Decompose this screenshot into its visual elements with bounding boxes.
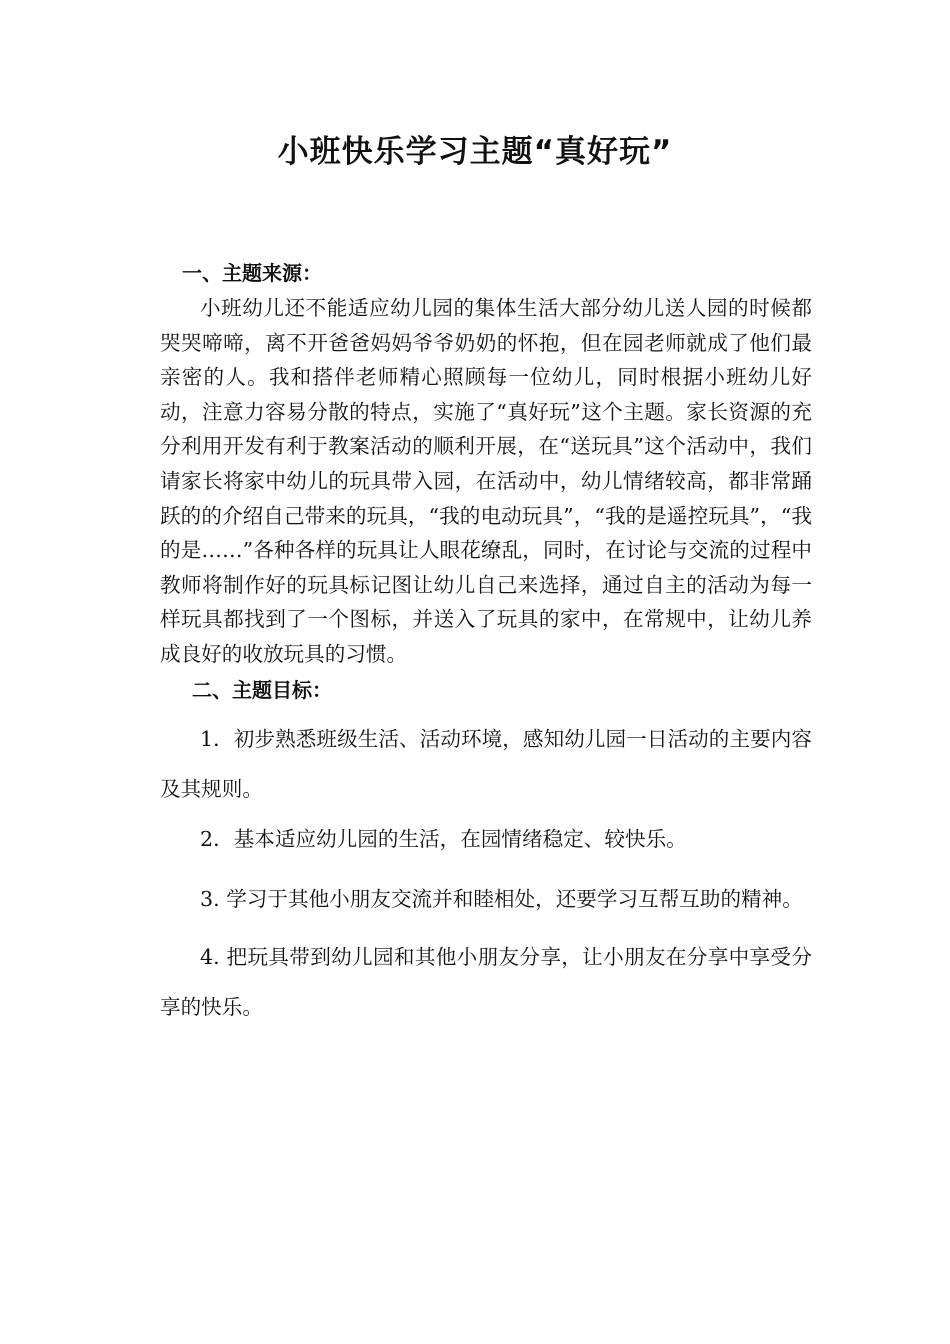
goal-item-2: 2．基本适应幼儿园的生活，在园情绪稳定、较快乐。 [200,826,687,851]
section-heading-goals: 二、主题目标： [192,677,332,702]
section-heading-source: 一、主题来源： [182,261,322,285]
goal-item-3: 3. 学习于其他小朋友交流并和睦相处，还要学习互帮互助的精神。 [200,886,803,911]
document-body [160,255,812,1032]
goal-item-1: 1．初步熟悉班级生活、活动环境，感知幼儿园一日活动的主要内容及其规则。 [160,726,812,801]
document-title: 小班快乐学习主题“真好玩” [277,134,673,170]
source-paragraph: 小班幼儿还不能适应幼儿园的集体生活大部分幼儿送人园的时候都哭哭啼啼，离不开爸爸妈妈爷爷奶奶的怀抱，但在园老师就成了他们最亲密的人。我和搭伴老师精心照顾每一位幼儿，同时根据小班幼儿好动，注意力容易分散的特点，实施了“真好玩”这个主题。家长资源的充分利用开发有利于教案活动的顺利开展，在“送玩具”这个活动中，我们请家长将家中幼儿的玩具带入园，在活动中，幼儿情绪较高，都非常踊跃的的介绍自己带来的玩具，“我的电动玩具”，“我的是遥控玩具”，“我的是……”各种各样的玩具让人眼花缭乱，同时，在讨论与交流的过程中教师将制作好的玩具标记图让幼儿自己来选择，通过自主的活动为每一样玩具都找到了一个图标，并送入了玩具的家中，在常规中，让幼儿养成良好的收放玩具的习惯。 [160,296,812,666]
goal-item-4: 4. 把玩具带到幼儿园和其他小朋友分享，让小朋友在分享中享受分享的快乐。 [160,944,812,1019]
